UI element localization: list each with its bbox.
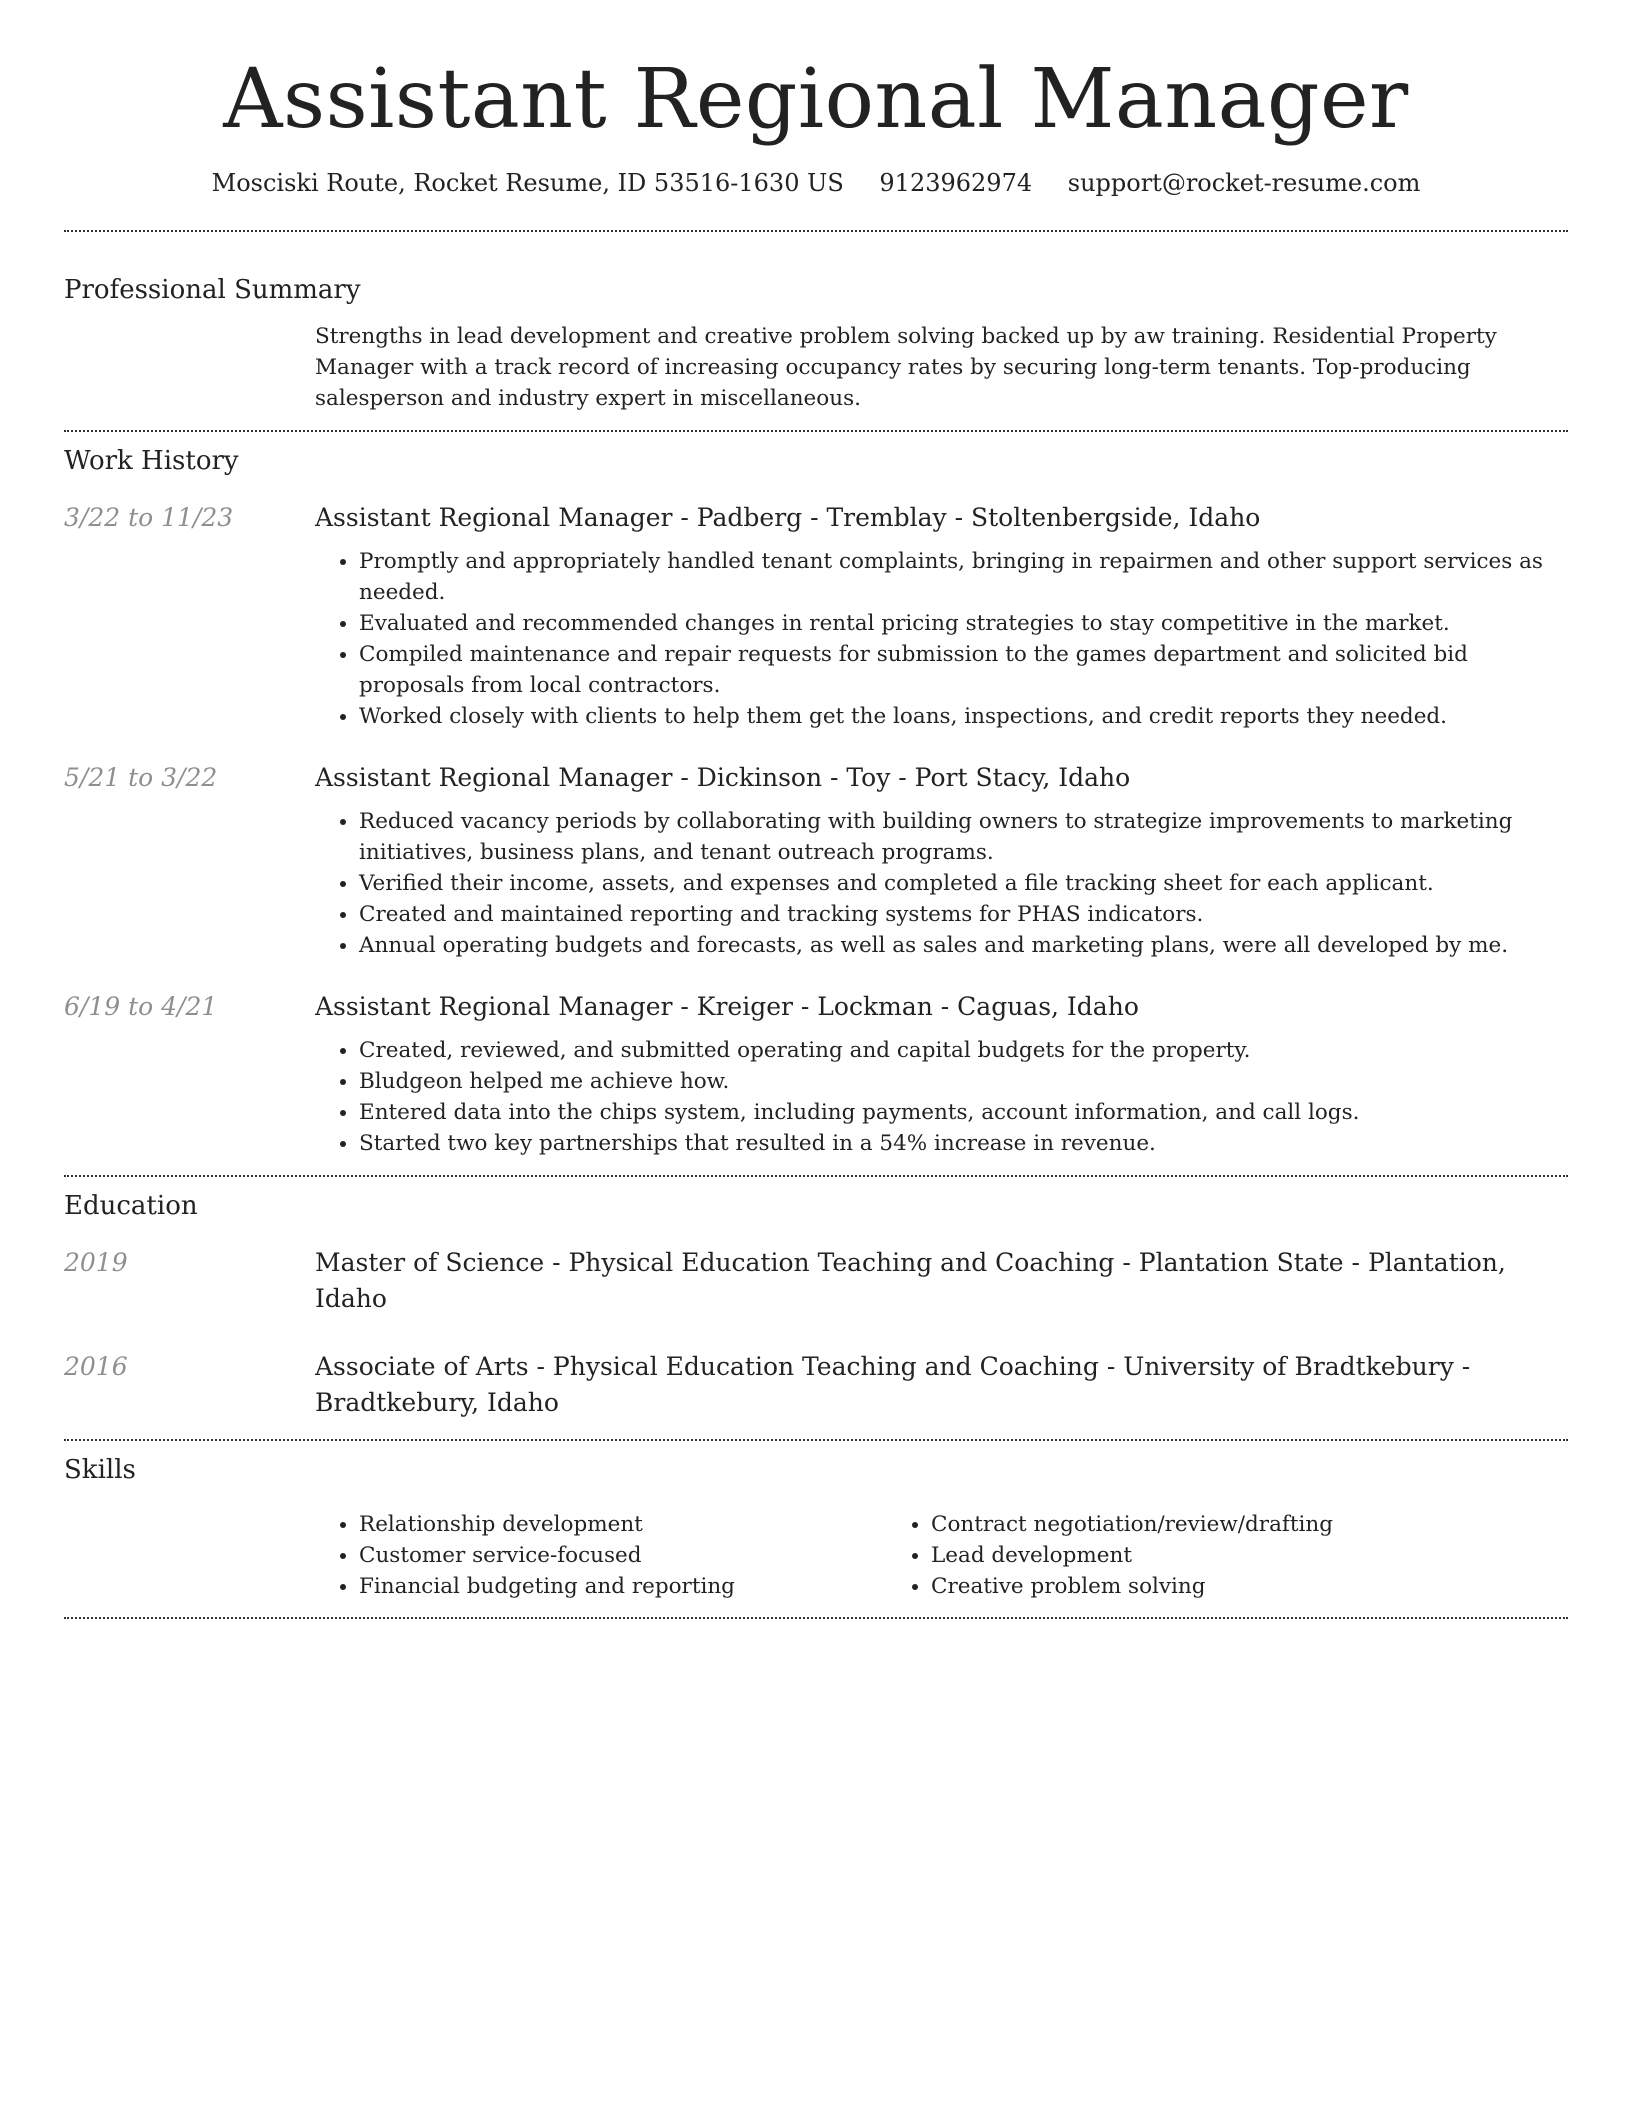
education-heading: Education — [64, 1191, 198, 1221]
list-item: • Financial budgeting and reporting — [359, 1571, 887, 1602]
contact-address: Mosciski Route, Rocket Resume, ID 53516-1630 US — [211, 169, 844, 197]
divider — [64, 230, 1568, 232]
education-title: Associate of Arts - Physical Education Teaching and Coaching - University of Bradtkebury - Bradtkebury, Idaho — [315, 1352, 1471, 1417]
list-item: • Created and maintained reporting and tracking systems for PHAS indicators. — [359, 899, 1568, 930]
job-body — [315, 989, 1568, 1159]
skills-list-left — [315, 1509, 887, 1602]
skills-section — [64, 1454, 1568, 1602]
list-item: • Started two key partnerships that resulted in a 54% increase in revenue. — [359, 1128, 1568, 1159]
education-section — [64, 1190, 1568, 1421]
list-item: • Worked closely with clients to help them get the loans, inspections, and credit reports they needed. — [359, 701, 1568, 732]
education-entry — [64, 1349, 1568, 1421]
resume-name: Assistant Regional Manager — [223, 52, 1409, 147]
education-year: 2019 — [64, 1248, 128, 1277]
list-item: • Annual operating budgets and forecasts, as well as sales and marketing plans, were all developed by me. — [359, 930, 1568, 961]
list-item: • Verified their income, assets, and expenses and completed a file tracking sheet for each applicant. — [359, 868, 1568, 899]
job-bullets — [315, 806, 1568, 961]
job-dates: 5/21 to 3/22 — [64, 763, 218, 792]
list-item: • Reduced vacancy periods by collaborating with building owners to strategize improvements to marketing initiatives, business plans, and tenant outreach programs. — [359, 806, 1568, 868]
job-entry — [64, 500, 1568, 732]
list-item: • Customer service-focused — [359, 1540, 887, 1571]
list-item: • Promptly and appropriately handled tenant complaints, bringing in repairmen and other support services as needed. — [359, 546, 1568, 608]
list-item: • Bludgeon helped me achieve how. — [359, 1066, 1568, 1097]
job-bullets — [315, 1035, 1568, 1159]
education-entry — [64, 1245, 1568, 1317]
job-title: Assistant Regional Manager - Padberg - Tremblay - Stoltenbergside, Idaho — [315, 503, 1261, 532]
summary-row — [64, 321, 1568, 414]
job-dates: 6/19 to 4/21 — [64, 992, 218, 1021]
work-section — [64, 445, 1568, 1159]
divider — [64, 1617, 1568, 1619]
job-body — [315, 500, 1568, 732]
job-body — [315, 760, 1568, 961]
divider — [64, 430, 1568, 432]
list-item: • Created, reviewed, and submitted operating and capital budgets for the property. — [359, 1035, 1568, 1066]
job-entry — [64, 760, 1568, 961]
skills-heading: Skills — [64, 1455, 136, 1485]
job-entry — [64, 989, 1568, 1159]
education-title: Master of Science - Physical Education Teaching and Coaching - Plantation State - Plantation, Idaho — [315, 1248, 1506, 1313]
list-item: • Creative problem solving — [931, 1571, 1487, 1602]
divider — [64, 1439, 1568, 1441]
contact-email: support@rocket-resume.com — [1067, 169, 1421, 197]
list-item: • Entered data into the chips system, including payments, account information, and call logs. — [359, 1097, 1568, 1128]
list-item: • Compiled maintenance and repair requests for submission to the games department and solicited bid proposals from local contractors. — [359, 639, 1568, 701]
skills-row — [64, 1509, 1568, 1602]
education-year: 2016 — [64, 1352, 128, 1381]
contact-line — [64, 166, 1568, 200]
divider — [64, 1175, 1568, 1177]
list-item: • Evaluated and recommended changes in rental pricing strategies to stay competitive in the market. — [359, 608, 1568, 639]
summary-text: Strengths in lead development and creative problem solving backed up by aw training. Residential Property Manager with a track record of increasing occupancy rates by securing long-term tenants. Top-producing salesperson and industry expert in miscellaneous. — [315, 324, 1497, 411]
contact-phone: 9123962974 — [879, 169, 1033, 197]
summary-heading: Professional Summary — [64, 275, 361, 305]
job-title: Assistant Regional Manager - Dickinson - Toy - Port Stacy, Idaho — [315, 763, 1131, 792]
skills-columns — [315, 1509, 1568, 1602]
job-bullets — [315, 546, 1568, 732]
list-item: • Relationship development — [359, 1509, 887, 1540]
job-title: Assistant Regional Manager - Kreiger - Lockman - Caguas, Idaho — [315, 992, 1139, 1021]
job-dates: 3/22 to 11/23 — [64, 503, 234, 532]
skills-list-right — [887, 1509, 1487, 1602]
list-item: • Lead development — [931, 1540, 1487, 1571]
work-heading: Work History — [64, 446, 239, 476]
list-item: • Contract negotiation/review/drafting — [931, 1509, 1487, 1540]
summary-section — [64, 274, 1568, 414]
